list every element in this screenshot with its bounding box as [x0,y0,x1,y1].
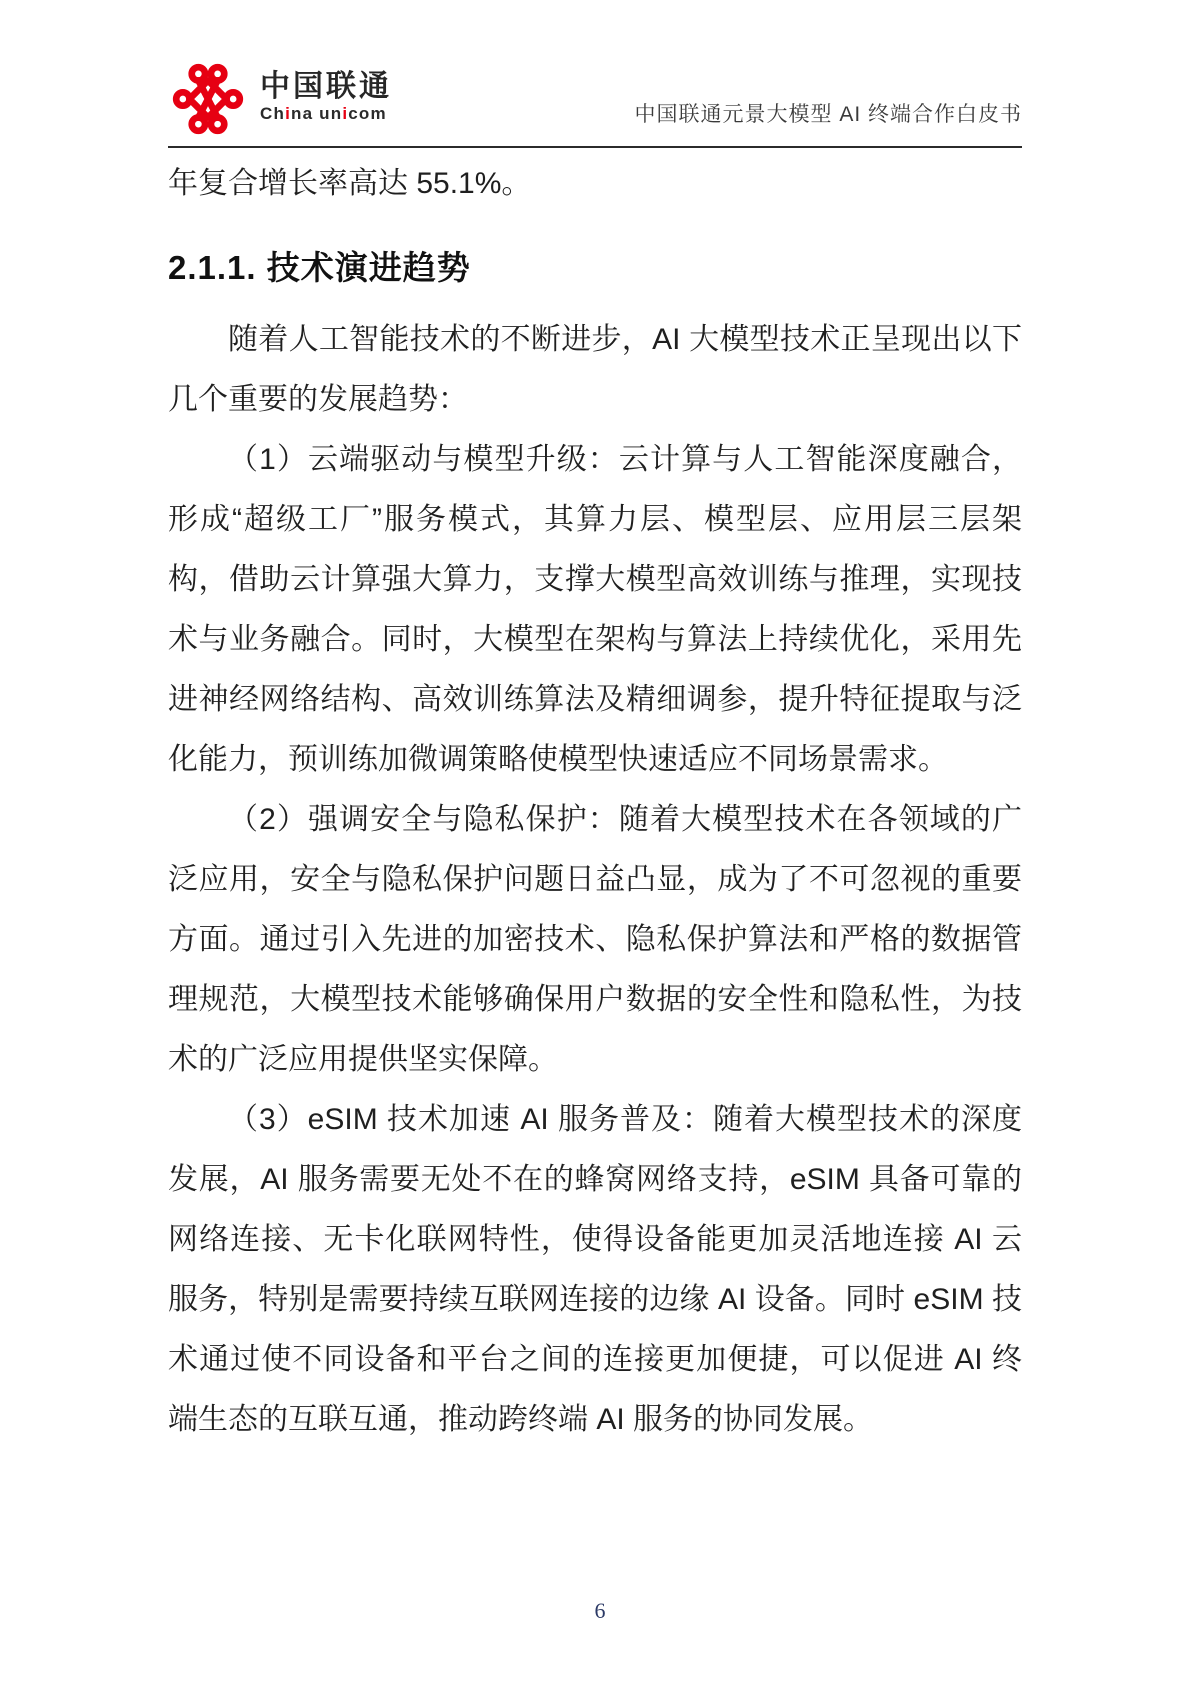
paragraph-cloud-model-upgrade: （1）云端驱动与模型升级：云计算与人工智能深度融合，形成“超级工厂”服务模式，其算力层、模型层、应用层三层架构，借助云计算强大算力，支撑大模型高效训练与推理，实现技术与业务融合。同时，大模型在架构与算法上持续优化，采用先进神经网络结构、高效训练算法及精细调参，提升特征提取与泛化能力，预训练加微调策略使模型快速适应不同场景需求。 [168,443,1022,776]
document-title: 中国联通元景大模型 AI 终端合作白皮书 [634,103,1022,126]
logo-en-part: com [348,104,387,124]
paragraph-security-privacy: （2）强调安全与隐私保护：随着大模型技术在各领域的广泛应用，安全与隐私保护问题日益凸显，成为了不可忽视的重要方面。通过引入先进的加密技术、隐私保护算法和严格的数据管理规范，大模型技术能够确保用户数据的安全性和隐私性，为技术的广泛应用提供坚实保障。 [168,803,1022,1076]
intro-continuation-line: 年复合增长率高达 55.1%。 [168,167,532,200]
paragraph-trend-intro: 随着人工智能技术的不断进步，AI 大模型技术正呈现出以下几个重要的发展趋势： [168,323,1022,416]
logo-en-part: na un [291,104,343,124]
paragraph-esim: （3）eSIM 技术加速 AI 服务普及：随着大模型技术的深度发展，AI 服务需要无处不在的蜂窝网络支持，eSIM 具备可靠的网络连接、无卡化联网特性，使得设备能更加灵活地连接 AI 云服务，特别是需要持续互联网连接的边缘 AI 设备。同时 eSIM 技术通过使不同设备和平台之间的连接更加便捷，可以促进 AI 终端生态的互联互通，推动跨终端 AI 服务的协同发展。 [168,1103,1022,1436]
logo-en-red-i: i [342,104,349,124]
logo-en-red-i: i [285,104,291,124]
logo-en-part: Ch [260,104,286,124]
page-content [168,154,1022,1450]
page-header [168,62,1022,148]
logo-name-en [260,105,392,123]
unicom-knot-icon [168,62,248,136]
logo-text [260,71,392,127]
section-heading: 2.1.1. 技术演进趋势 [168,249,471,286]
document-page [0,62,1200,1698]
unicom-logo [168,62,392,136]
logo-name-cn: 中国联通 [260,69,392,103]
page-footer [0,1598,1200,1624]
page-number: 6 [594,1598,606,1623]
